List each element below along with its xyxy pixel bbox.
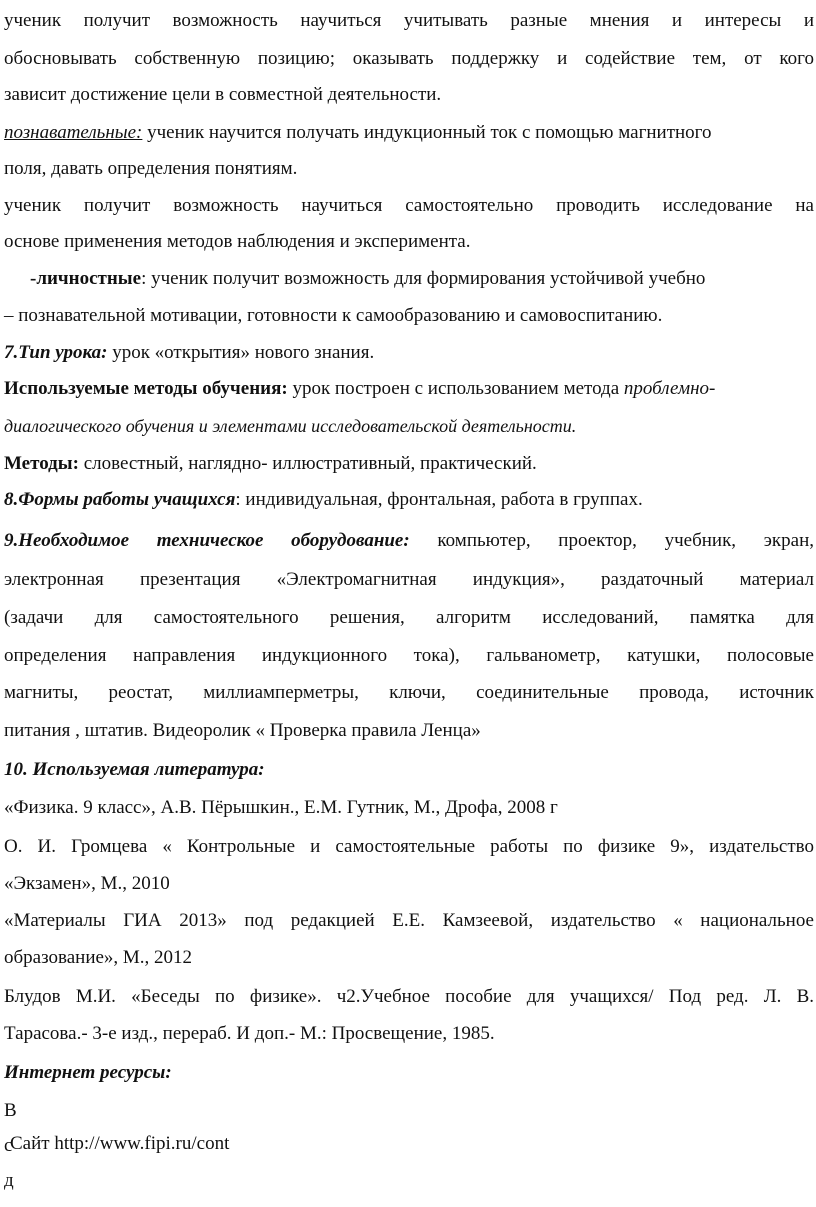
site-link[interactable]: Сайт http://www.fipi.ru/cont — [10, 1133, 230, 1154]
lesson-type-text: урок «открытия» нового знания. — [107, 342, 375, 363]
text-line: обосновывать собственную позицию; оказывать поддержку и содействие тем, от кого — [4, 48, 814, 69]
methods-used-label: Используемые методы обучения: — [4, 378, 288, 399]
text-line: ученик получит возможность научиться учитывать разные мнения и интересы и — [4, 10, 814, 31]
text-line: (задачи для самостоятельного решения, алгоритм исследований, памятка для — [4, 607, 814, 628]
text-line: определения направления индукционного тока), гальванометр, катушки, полосовые — [4, 645, 814, 666]
text-line: ученик получит возможность научиться самостоятельно проводить исследование на — [4, 195, 814, 216]
reference-item: «Материалы ГИА 2013» под редакцией Е.Е. Камзеевой, издательство « национальное — [4, 910, 814, 931]
methods-used-text: урок построен с использованием метода — [287, 378, 624, 399]
text-line: основе применения методов наблюдения и эксперимента. — [4, 231, 471, 252]
internet-heading: Интернет ресурсы: — [4, 1062, 172, 1083]
reference-item: Тарасова.- 3-е изд., перераб. И доп.- М.: Просвещение, 1985. — [4, 1023, 495, 1044]
text-line: диалогического обучения и элементами исследовательской деятельности. — [4, 416, 577, 436]
personal-label: -личностные — [30, 268, 142, 289]
methods-label: Методы: — [4, 453, 79, 474]
reference-item: Блудов М.И. «Беседы по физике». ч2.Учебное пособие для учащихся/ Под ред. Л. В. — [4, 986, 814, 1007]
reference-item: О. И. Громцева « Контрольные и самостоятельные работы по физике 9», издательство — [4, 836, 814, 857]
lesson-type-line — [4, 338, 814, 368]
methods-used-line — [4, 374, 814, 404]
reference-item: образование», М., 2012 — [4, 947, 193, 968]
literature-heading: 10. Используемая литература: — [4, 759, 265, 780]
stray-letter: д — [4, 1170, 14, 1191]
text-line: поля, давать определения понятиям. — [4, 158, 298, 179]
text-line: магниты, реостат, миллиамперметры, ключи, соединительные провода, источник — [4, 682, 814, 703]
personal-line — [30, 264, 814, 294]
cognitive-line — [4, 118, 814, 148]
forms-label: 8.Формы работы учащихся — [4, 489, 236, 510]
equipment-text: компьютер, проектор, учебник, экран, — [409, 530, 814, 551]
reference-item: «Экзамен», М., 2010 — [4, 873, 170, 894]
text-line: зависит достижение цели в совместной деятельности. — [4, 84, 442, 105]
equipment-line — [4, 526, 814, 556]
stray-letter: В — [4, 1100, 17, 1121]
personal-text: : ученик получит возможность для формирования устойчивой учебно — [141, 268, 706, 289]
text-line: – познавательной мотивации, готовности к самообразованию и самовоспитанию. — [4, 305, 663, 326]
methods-line — [4, 449, 814, 479]
cognitive-label: познавательные: — [4, 122, 143, 143]
equipment-label: 9.Необходимое техническое оборудование: — [4, 530, 410, 551]
reference-item: «Физика. 9 класс», А.В. Пёрышкин., Е.М. Гутник, М., Дрофа, 2008 г — [4, 797, 558, 818]
methods-used-italic: проблемно- — [623, 378, 716, 399]
methods-text: словестный, наглядно- иллюстративный, практический. — [78, 453, 537, 474]
text-line: питания , штатив. Видеоролик « Проверка правила Ленца» — [4, 720, 481, 741]
text-line: электронная презентация «Электромагнитная индукция», раздаточный материал — [4, 569, 814, 590]
forms-text: : индивидуальная, фронтальная, работа в группах. — [235, 489, 643, 510]
stray-letter: с — [4, 1135, 13, 1156]
forms-line — [4, 485, 814, 515]
cognitive-text: ученик научится получать индукционный ток с помощью магнитного — [142, 122, 712, 143]
lesson-type-label: 7.Тип урока: — [4, 342, 108, 363]
